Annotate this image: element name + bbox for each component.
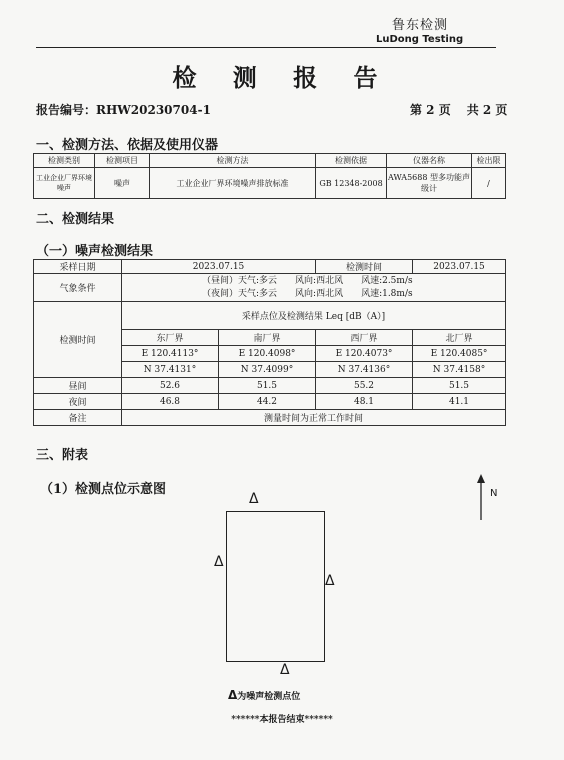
section-2-1-heading: （一）噪声检测结果 bbox=[36, 244, 154, 259]
test-time-label: 检测时间 bbox=[316, 260, 413, 274]
table-cell: 噪声 bbox=[95, 168, 150, 199]
results-header: 采样点位及检测结果 Leq [dB（A）] bbox=[122, 302, 506, 330]
detect-time-label: 检测时间 bbox=[34, 302, 122, 378]
north-coord: N 37.4136° bbox=[316, 362, 413, 378]
monitoring-point-icon: Δ bbox=[325, 573, 335, 589]
night-label: 夜间 bbox=[34, 394, 122, 410]
test-time-value: 2023.07.15 bbox=[413, 260, 506, 274]
point-name: 南厂界 bbox=[219, 330, 316, 346]
north-arrow-icon bbox=[474, 474, 488, 522]
table-cell: AWA5688 型多功能声级计 bbox=[387, 168, 472, 199]
night-value: 41.1 bbox=[413, 394, 506, 410]
north-coord: N 37.4131° bbox=[122, 362, 219, 378]
table-row bbox=[34, 410, 506, 426]
monitoring-point-icon: Δ bbox=[280, 662, 290, 678]
site-boundary bbox=[226, 511, 325, 662]
monitoring-point-icon: Δ bbox=[214, 554, 224, 570]
table-row bbox=[34, 378, 506, 394]
table-row bbox=[34, 168, 506, 199]
report-title: 检 测 报 告 bbox=[172, 63, 392, 92]
section-2-heading: 二、检测结果 bbox=[36, 212, 115, 227]
remark-label: 备注 bbox=[34, 410, 122, 426]
page-total: 共 2 页 bbox=[466, 103, 508, 117]
day-value: 52.6 bbox=[122, 378, 219, 394]
sampling-date-label: 采样日期 bbox=[34, 260, 122, 274]
east-coord: E 120.4098° bbox=[219, 346, 316, 362]
night-value: 44.2 bbox=[219, 394, 316, 410]
table-header-cell: 检测项目 bbox=[95, 154, 150, 168]
north-coord: N 37.4099° bbox=[219, 362, 316, 378]
page-current: 第 2 页 bbox=[410, 103, 451, 117]
page-indicator bbox=[410, 101, 507, 118]
logo-english: LuDong Testing bbox=[376, 34, 464, 45]
table-row bbox=[34, 302, 506, 330]
day-value: 55.2 bbox=[316, 378, 413, 394]
weather-day: （昼间）天气:多云 风向:西北风 风速:2.5m/s bbox=[202, 275, 413, 286]
map-legend bbox=[228, 688, 300, 702]
sampling-date-value: 2023.07.15 bbox=[122, 260, 316, 274]
weather-label: 气象条件 bbox=[34, 274, 122, 302]
table-header-cell: 检测类别 bbox=[34, 154, 95, 168]
noise-results-table bbox=[33, 259, 506, 426]
logo-chinese: 鲁东检测 bbox=[392, 18, 449, 33]
section-3-1-heading: （1）检测点位示意图 bbox=[40, 482, 167, 497]
section-3-heading: 三、附表 bbox=[36, 448, 89, 463]
east-coord: E 120.4073° bbox=[316, 346, 413, 362]
table-header-cell: 仪器名称 bbox=[387, 154, 472, 168]
table-cell: / bbox=[472, 168, 506, 199]
table-cell: GB 12348-2008 bbox=[316, 168, 387, 199]
point-name: 北厂界 bbox=[413, 330, 506, 346]
methods-table bbox=[33, 153, 506, 199]
night-value: 46.8 bbox=[122, 394, 219, 410]
table-cell: 工业企业厂界环境噪声 bbox=[34, 168, 95, 199]
table-header-cell: 检出限 bbox=[472, 154, 506, 168]
table-row bbox=[34, 274, 506, 302]
north-label: N bbox=[490, 488, 498, 499]
legend-text: 为噪声检测点位 bbox=[237, 692, 301, 702]
table-cell: 工业企业厂界环境噪声排放标准 bbox=[150, 168, 316, 199]
point-name: 东厂界 bbox=[122, 330, 219, 346]
east-coord: E 120.4113° bbox=[122, 346, 219, 362]
east-coord: E 120.4085° bbox=[413, 346, 506, 362]
weather-cell bbox=[122, 274, 506, 302]
remark-value: 测量时间为正常工作时间 bbox=[122, 410, 506, 426]
section-1-heading: 一、检测方法、依据及使用仪器 bbox=[36, 138, 219, 153]
north-coord: N 37.4158° bbox=[413, 362, 506, 378]
table-header-cell: 检测方法 bbox=[150, 154, 316, 168]
day-value: 51.5 bbox=[413, 378, 506, 394]
weather-night: （夜间）天气:多云 风向:西北风 风速:1.8m/s bbox=[202, 288, 413, 299]
report-end-marker: ******本报告结束****** bbox=[231, 715, 333, 725]
monitoring-point-icon: Δ bbox=[249, 491, 259, 507]
point-name: 西厂界 bbox=[316, 330, 413, 346]
night-value: 48.1 bbox=[316, 394, 413, 410]
day-value: 51.5 bbox=[219, 378, 316, 394]
table-row bbox=[34, 154, 506, 168]
table-row bbox=[34, 394, 506, 410]
header-divider bbox=[36, 47, 496, 48]
table-header-cell: 检测依据 bbox=[316, 154, 387, 168]
legend-marker-icon: Δ bbox=[228, 688, 238, 702]
table-row bbox=[34, 260, 506, 274]
day-label: 昼间 bbox=[34, 378, 122, 394]
report-number: 报告编号：RHW20230704-1 bbox=[36, 103, 211, 117]
